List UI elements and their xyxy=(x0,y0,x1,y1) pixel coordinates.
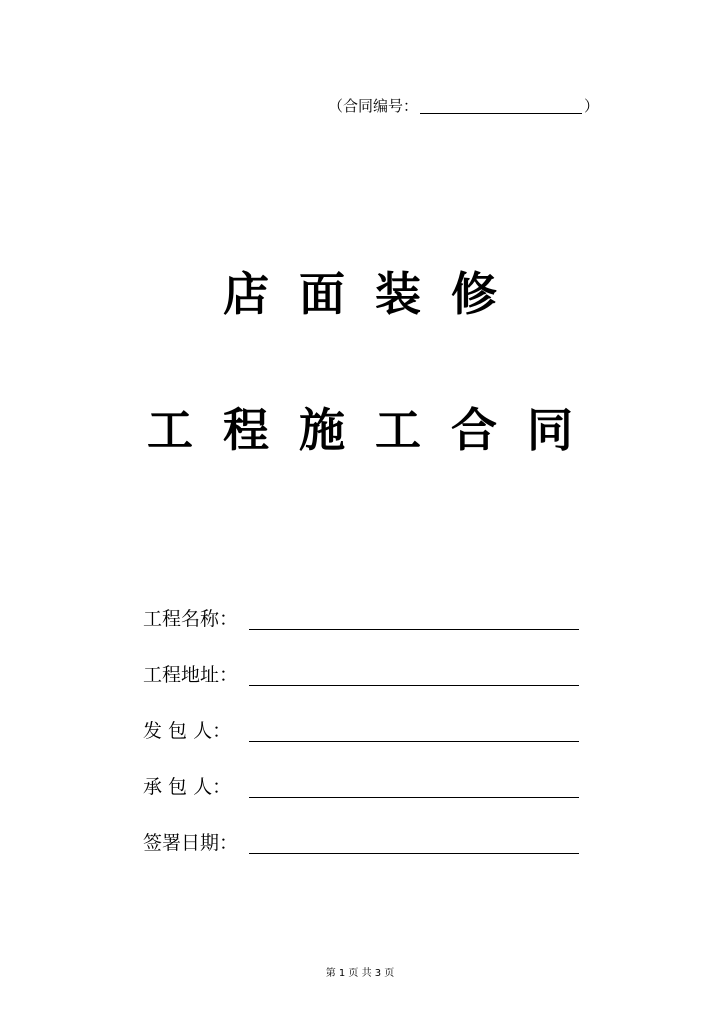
field-blank-line[interactable] xyxy=(249,603,579,630)
field-sign-date xyxy=(143,802,579,858)
contract-number-prefix: （合同编号： xyxy=(328,97,419,115)
contract-number xyxy=(328,94,599,116)
field-blank-line[interactable] xyxy=(249,659,579,686)
title-line-1: 店面装修 xyxy=(223,267,527,321)
field-blank-line[interactable] xyxy=(249,827,579,854)
field-label: 签署日期： xyxy=(143,832,239,854)
field-label: 发 包 人： xyxy=(143,720,232,742)
field-project-name xyxy=(143,578,579,634)
contract-fields xyxy=(143,578,579,858)
field-label: 工程名称： xyxy=(143,608,239,630)
field-blank-line[interactable] xyxy=(249,771,579,798)
field-project-address xyxy=(143,634,579,690)
field-label: 承 包 人： xyxy=(143,776,232,798)
page-footer: 第 1 页 共 3 页 xyxy=(325,968,395,979)
contract-number-suffix: ） xyxy=(584,97,600,115)
field-blank-line[interactable] xyxy=(249,715,579,742)
field-contractor xyxy=(143,746,579,802)
title-line-2: 工程施工合同 xyxy=(147,403,603,457)
field-employer xyxy=(143,690,579,746)
contract-number-blank[interactable] xyxy=(420,95,582,114)
field-label: 工程地址： xyxy=(143,664,239,686)
